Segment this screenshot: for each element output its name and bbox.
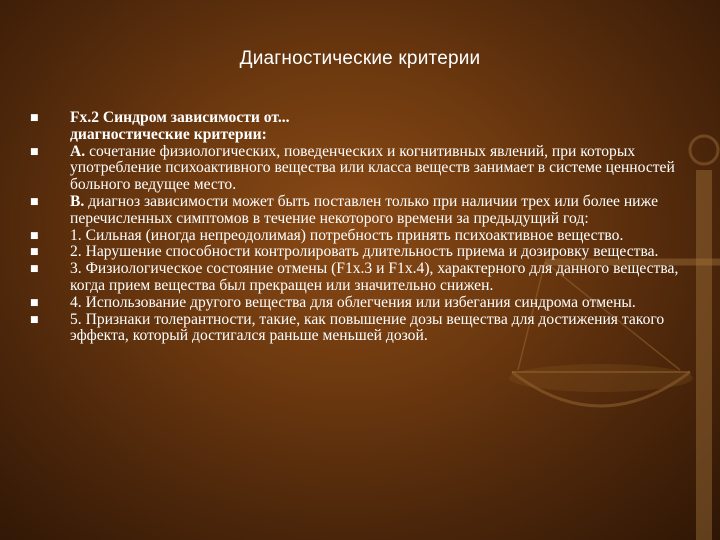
square-bullet-icon: ■ [30,196,39,207]
list-item [30,261,698,295]
slide-title: Диагностические критерии [239,48,481,69]
item-text: диагноз зависимости может быть поставлен только при наличии трех или более ниже перечисленных симптомов в течение некоторого времени за предыдущий год: [70,192,659,227]
list-item [30,144,698,194]
item-heading-line: диагностические критерии: [70,125,267,143]
list-item [30,312,698,346]
list-item [30,194,698,228]
square-bullet-icon: ■ [30,314,39,325]
list-item [30,295,698,312]
item-text: 4. Использование другого вещества для облегчения или избегания синдрома отмены. [70,293,636,311]
item-text: 2. Нарушение способности контролировать длительность приема и дозировку вещества. [70,243,659,261]
square-bullet-icon: ■ [30,297,39,308]
list-item [30,228,698,245]
square-bullet-icon: ■ [30,146,39,157]
item-text: 3. Физиологическое состояние отмены (F1x.3 и F1x.4), характерного для данного вещества, когда прием вещества был прекращен или значительно снижен. [70,260,679,294]
square-bullet-icon: ■ [30,113,39,123]
square-bullet-icon: ■ [30,247,39,258]
criteria-list [30,110,698,345]
item-lead: А. [70,142,86,160]
item-lead: В. [70,192,85,210]
item-text: 1. Сильная (иногда непреодолимая) потребность принять психоактивное вещество. [70,226,624,244]
square-bullet-icon: ■ [30,230,39,241]
list-item [30,110,698,144]
item-heading-line: Fx.2 Синдром зависимости от... [70,109,290,126]
item-text: 5. Признаки толерантности, такие, как повышение дозы вещества для достижения такого эффекта, который достигался раньше меньшей дозой. [70,310,665,345]
square-bullet-icon: ■ [30,264,39,275]
list-item [30,244,698,261]
item-text: сочетание физиологических, поведенческих и когнитивных явлений, при которых употребление психоактивного вещества или класса веществ занимает в системе ценностей больного ведущее место. [70,142,675,194]
